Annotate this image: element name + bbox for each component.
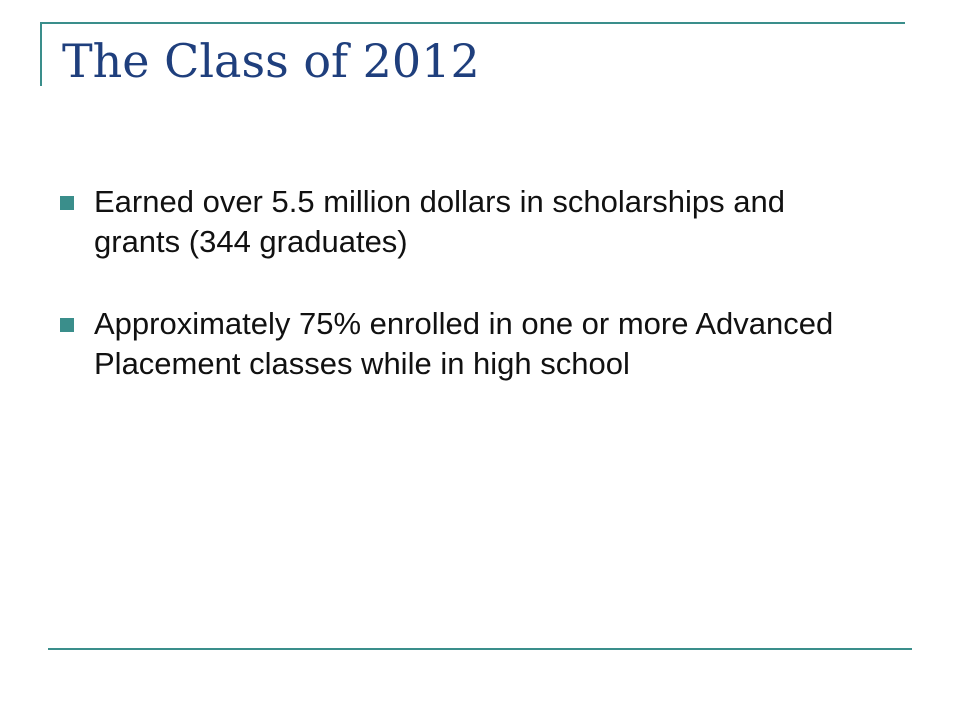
top-rule	[40, 22, 905, 24]
bullet-item	[60, 182, 860, 262]
bullet-item	[60, 304, 860, 384]
bullet-list	[60, 182, 860, 426]
bullet-text: Approximately 75% enrolled in one or more Advanced Placement classes while in high school	[94, 306, 834, 381]
bullet-text: Earned over 5.5 million dollars in scholarships and grants (344 graduates)	[94, 184, 785, 259]
bottom-rule	[48, 648, 912, 650]
square-bullet-icon	[60, 318, 74, 332]
square-bullet-icon	[60, 196, 74, 210]
slide-title: The Class of 2012	[62, 34, 480, 88]
left-rule	[40, 22, 42, 86]
